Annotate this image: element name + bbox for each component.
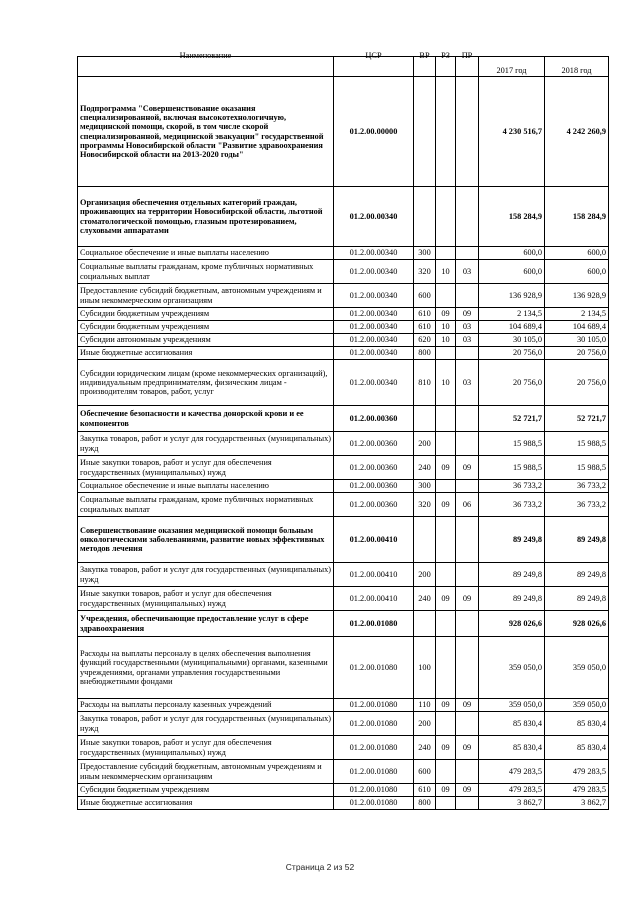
row-pr: 03 bbox=[456, 334, 479, 347]
row-vr: 240 bbox=[414, 456, 436, 480]
table-row bbox=[78, 360, 609, 406]
row-value-2018: 85 830,4 bbox=[545, 736, 609, 760]
row-value-2018: 359 050,0 bbox=[545, 699, 609, 712]
row-csr: 01.2.00.01080 bbox=[334, 797, 414, 810]
row-name: Социальное обеспечение и иные выплаты населению bbox=[78, 480, 334, 493]
header-pr: ПР bbox=[456, 57, 479, 77]
row-value-2017: 36 733,2 bbox=[479, 493, 545, 517]
table-row bbox=[78, 611, 609, 637]
row-value-2017: 89 249,8 bbox=[479, 563, 545, 587]
row-pr: 09 bbox=[456, 587, 479, 611]
row-vr bbox=[414, 77, 436, 187]
row-vr: 610 bbox=[414, 321, 436, 334]
row-csr: 01.2.00.01080 bbox=[334, 699, 414, 712]
row-csr: 01.2.00.00410 bbox=[334, 517, 414, 563]
table-row bbox=[78, 456, 609, 480]
table-row bbox=[78, 699, 609, 712]
row-name: Иные бюджетные ассигнования bbox=[78, 797, 334, 810]
row-name: Субсидии бюджетным учреждениям bbox=[78, 321, 334, 334]
row-csr: 01.2.00.00410 bbox=[334, 587, 414, 611]
row-rz: 09 bbox=[436, 456, 456, 480]
row-value-2018: 20 756,0 bbox=[545, 360, 609, 406]
row-rz bbox=[436, 637, 456, 699]
row-vr: 600 bbox=[414, 760, 436, 784]
table-row bbox=[78, 784, 609, 797]
row-value-2017: 89 249,8 bbox=[479, 587, 545, 611]
row-value-2018: 85 830,4 bbox=[545, 712, 609, 736]
row-name: Социальное обеспечение и иные выплаты населению bbox=[78, 247, 334, 260]
row-name: Субсидии юридическим лицам (кроме некоммерческих организаций), индивидуальным предпринимателям, физическим лицам - производителям товаров, работ, услуг bbox=[78, 360, 334, 406]
table-row bbox=[78, 563, 609, 587]
row-value-2017: 4 230 516,7 bbox=[479, 77, 545, 187]
row-rz bbox=[436, 760, 456, 784]
row-name: Организация обеспечения отдельных категорий граждан, проживающих на территории Новосибирской области, льготной стоматологической помощью, глазным протезированием, слуховыми аппаратами bbox=[78, 187, 334, 247]
row-vr: 610 bbox=[414, 308, 436, 321]
row-name: Предоставление субсидий бюджетным, автономным учреждениям и иным некоммерческим организациям bbox=[78, 284, 334, 308]
table-row bbox=[78, 406, 609, 432]
table-row bbox=[78, 587, 609, 611]
row-value-2018: 359 050,0 bbox=[545, 637, 609, 699]
row-value-2018: 600,0 bbox=[545, 247, 609, 260]
row-pr bbox=[456, 797, 479, 810]
row-pr bbox=[456, 347, 479, 360]
row-pr bbox=[456, 637, 479, 699]
row-name: Расходы на выплаты персоналу казенных учреждений bbox=[78, 699, 334, 712]
row-vr: 200 bbox=[414, 432, 436, 456]
row-value-2017: 52 721,7 bbox=[479, 406, 545, 432]
row-vr: 200 bbox=[414, 563, 436, 587]
row-value-2018: 36 733,2 bbox=[545, 480, 609, 493]
row-pr: 03 bbox=[456, 321, 479, 334]
row-vr: 240 bbox=[414, 736, 436, 760]
row-vr: 240 bbox=[414, 587, 436, 611]
row-vr: 800 bbox=[414, 347, 436, 360]
row-pr: 09 bbox=[456, 784, 479, 797]
row-vr bbox=[414, 406, 436, 432]
row-csr: 01.2.00.01080 bbox=[334, 736, 414, 760]
row-name: Учреждения, обеспечивающие предоставление услуг в сфере здравоохранения bbox=[78, 611, 334, 637]
budget-table bbox=[77, 51, 609, 810]
table-row bbox=[78, 760, 609, 784]
row-csr: 01.2.00.00000 bbox=[334, 77, 414, 187]
header-vr: ВР bbox=[414, 57, 436, 77]
row-pr: 06 bbox=[456, 493, 479, 517]
row-name: Иные закупки товаров, работ и услуг для обеспечения государственных (муниципальных) нужд bbox=[78, 736, 334, 760]
row-rz: 10 bbox=[436, 334, 456, 347]
row-value-2018: 89 249,8 bbox=[545, 563, 609, 587]
row-rz bbox=[436, 480, 456, 493]
table-row bbox=[78, 334, 609, 347]
row-csr: 01.2.00.00340 bbox=[334, 187, 414, 247]
row-csr: 01.2.00.00360 bbox=[334, 432, 414, 456]
table-row bbox=[78, 77, 609, 187]
table-row bbox=[78, 347, 609, 360]
row-csr: 01.2.00.00360 bbox=[334, 456, 414, 480]
row-value-2017: 2 134,5 bbox=[479, 308, 545, 321]
header-year-2017: 2017 год bbox=[479, 57, 545, 77]
row-value-2017: 30 105,0 bbox=[479, 334, 545, 347]
row-value-2017: 600,0 bbox=[479, 247, 545, 260]
row-pr bbox=[456, 432, 479, 456]
row-value-2018: 2 134,5 bbox=[545, 308, 609, 321]
row-pr: 09 bbox=[456, 736, 479, 760]
row-rz bbox=[436, 712, 456, 736]
row-name: Закупка товаров, работ и услуг для государственных (муниципальных) нужд bbox=[78, 432, 334, 456]
header-name: Наименование bbox=[78, 57, 334, 77]
row-csr: 01.2.00.01080 bbox=[334, 784, 414, 797]
row-value-2018: 89 249,8 bbox=[545, 587, 609, 611]
row-value-2017: 85 830,4 bbox=[479, 736, 545, 760]
budget-page bbox=[77, 51, 608, 810]
row-csr: 01.2.00.00340 bbox=[334, 260, 414, 284]
row-value-2017: 15 988,5 bbox=[479, 432, 545, 456]
row-name: Подпрограмма "Совершенствование оказания специализированной, включая высокотехнологичную, медицинской помощи, скорой, в том числе скорой специализированной, медицинской эвакуации" государственной программы Новосибирской области "Развитие здравоохранения Новосибирской области на 2013-2020 годы" bbox=[78, 77, 334, 187]
header-year-2018: 2018 год bbox=[545, 57, 609, 77]
row-rz: 09 bbox=[436, 308, 456, 321]
row-pr bbox=[456, 712, 479, 736]
row-rz bbox=[436, 247, 456, 260]
row-rz: 09 bbox=[436, 736, 456, 760]
table-row bbox=[78, 517, 609, 563]
row-value-2017: 359 050,0 bbox=[479, 637, 545, 699]
row-csr: 01.2.00.00340 bbox=[334, 360, 414, 406]
table-row bbox=[78, 432, 609, 456]
table-row bbox=[78, 736, 609, 760]
row-rz bbox=[436, 284, 456, 308]
table-row bbox=[78, 308, 609, 321]
row-value-2018: 15 988,5 bbox=[545, 432, 609, 456]
row-vr bbox=[414, 611, 436, 637]
row-vr: 320 bbox=[414, 260, 436, 284]
row-name: Социальные выплаты гражданам, кроме публичных нормативных социальных выплат bbox=[78, 493, 334, 517]
row-rz: 10 bbox=[436, 321, 456, 334]
row-rz: 09 bbox=[436, 699, 456, 712]
row-pr bbox=[456, 187, 479, 247]
row-rz: 10 bbox=[436, 360, 456, 406]
row-value-2017: 85 830,4 bbox=[479, 712, 545, 736]
row-name: Иные закупки товаров, работ и услуг для обеспечения государственных (муниципальных) нужд bbox=[78, 456, 334, 480]
row-value-2017: 36 733,2 bbox=[479, 480, 545, 493]
row-value-2017: 20 756,0 bbox=[479, 360, 545, 406]
row-name: Закупка товаров, работ и услуг для государственных (муниципальных) нужд bbox=[78, 712, 334, 736]
row-pr bbox=[456, 611, 479, 637]
row-pr bbox=[456, 517, 479, 563]
row-pr bbox=[456, 480, 479, 493]
row-value-2017: 15 988,5 bbox=[479, 456, 545, 480]
row-name: Обеспечение безопасности и качества донорской крови и ее компонентов bbox=[78, 406, 334, 432]
table-row bbox=[78, 637, 609, 699]
row-value-2017: 359 050,0 bbox=[479, 699, 545, 712]
row-rz bbox=[436, 347, 456, 360]
row-vr: 320 bbox=[414, 493, 436, 517]
row-value-2018: 36 733,2 bbox=[545, 493, 609, 517]
table-row bbox=[78, 493, 609, 517]
table-row bbox=[78, 797, 609, 810]
table-header-row bbox=[78, 57, 609, 77]
row-csr: 01.2.00.00340 bbox=[334, 321, 414, 334]
row-rz bbox=[436, 797, 456, 810]
table-row bbox=[78, 480, 609, 493]
row-value-2017: 600,0 bbox=[479, 260, 545, 284]
row-value-2017: 20 756,0 bbox=[479, 347, 545, 360]
row-rz bbox=[436, 187, 456, 247]
row-value-2017: 89 249,8 bbox=[479, 517, 545, 563]
row-pr: 09 bbox=[456, 456, 479, 480]
row-value-2018: 20 756,0 bbox=[545, 347, 609, 360]
row-value-2018: 928 026,6 bbox=[545, 611, 609, 637]
row-csr: 01.2.00.00360 bbox=[334, 480, 414, 493]
row-pr: 09 bbox=[456, 699, 479, 712]
row-value-2018: 104 689,4 bbox=[545, 321, 609, 334]
row-csr: 01.2.00.00340 bbox=[334, 284, 414, 308]
row-csr: 01.2.00.01080 bbox=[334, 712, 414, 736]
table-row bbox=[78, 260, 609, 284]
row-name: Социальные выплаты гражданам, кроме публичных нормативных социальных выплат bbox=[78, 260, 334, 284]
row-value-2018: 479 283,5 bbox=[545, 760, 609, 784]
table-row bbox=[78, 712, 609, 736]
row-value-2018: 136 928,9 bbox=[545, 284, 609, 308]
header-rz: РЗ bbox=[436, 57, 456, 77]
row-pr: 03 bbox=[456, 360, 479, 406]
header-csr: ЦСР bbox=[334, 57, 414, 77]
row-name: Совершенствование оказания медицинской помощи больным онкологическими заболеваниями, развитие новых эффективных методов лечения bbox=[78, 517, 334, 563]
row-csr: 01.2.00.01080 bbox=[334, 611, 414, 637]
row-value-2018: 4 242 260,9 bbox=[545, 77, 609, 187]
row-vr: 800 bbox=[414, 797, 436, 810]
table-row bbox=[78, 187, 609, 247]
row-rz: 09 bbox=[436, 587, 456, 611]
row-vr: 810 bbox=[414, 360, 436, 406]
row-pr bbox=[456, 284, 479, 308]
row-csr: 01.2.00.00410 bbox=[334, 563, 414, 587]
row-vr: 300 bbox=[414, 480, 436, 493]
row-vr: 100 bbox=[414, 637, 436, 699]
row-pr bbox=[456, 406, 479, 432]
row-rz bbox=[436, 517, 456, 563]
row-pr: 03 bbox=[456, 260, 479, 284]
row-value-2017: 158 284,9 bbox=[479, 187, 545, 247]
row-name: Иные бюджетные ассигнования bbox=[78, 347, 334, 360]
table-row bbox=[78, 321, 609, 334]
row-name: Закупка товаров, работ и услуг для государственных (муниципальных) нужд bbox=[78, 563, 334, 587]
row-vr: 200 bbox=[414, 712, 436, 736]
row-rz bbox=[436, 432, 456, 456]
row-value-2018: 479 283,5 bbox=[545, 784, 609, 797]
row-csr: 01.2.00.00340 bbox=[334, 247, 414, 260]
row-vr: 620 bbox=[414, 334, 436, 347]
row-value-2017: 136 928,9 bbox=[479, 284, 545, 308]
row-value-2018: 52 721,7 bbox=[545, 406, 609, 432]
row-rz: 10 bbox=[436, 260, 456, 284]
row-value-2017: 479 283,5 bbox=[479, 784, 545, 797]
row-pr bbox=[456, 563, 479, 587]
row-name: Субсидии бюджетным учреждениям bbox=[78, 784, 334, 797]
row-vr bbox=[414, 517, 436, 563]
row-vr bbox=[414, 187, 436, 247]
row-value-2017: 3 862,7 bbox=[479, 797, 545, 810]
row-pr bbox=[456, 77, 479, 187]
row-name: Иные закупки товаров, работ и услуг для обеспечения государственных (муниципальных) нужд bbox=[78, 587, 334, 611]
row-rz bbox=[436, 406, 456, 432]
row-value-2017: 928 026,6 bbox=[479, 611, 545, 637]
row-csr: 01.2.00.00340 bbox=[334, 308, 414, 321]
row-rz bbox=[436, 563, 456, 587]
row-rz: 09 bbox=[436, 493, 456, 517]
row-value-2017: 104 689,4 bbox=[479, 321, 545, 334]
row-name: Расходы на выплаты персоналу в целях обеспечения выполнения функций государственными (муниципальными) органами, казенными учреждениями, органами управления государственными внебюджетными фондами bbox=[78, 637, 334, 699]
row-rz: 09 bbox=[436, 784, 456, 797]
row-name: Предоставление субсидий бюджетным, автономным учреждениям и иным некоммерческим организациям bbox=[78, 760, 334, 784]
table-row bbox=[78, 247, 609, 260]
row-rz bbox=[436, 77, 456, 187]
row-pr: 09 bbox=[456, 308, 479, 321]
row-vr: 600 bbox=[414, 284, 436, 308]
row-csr: 01.2.00.00340 bbox=[334, 347, 414, 360]
row-value-2018: 30 105,0 bbox=[545, 334, 609, 347]
row-value-2017: 479 283,5 bbox=[479, 760, 545, 784]
row-csr: 01.2.00.01080 bbox=[334, 760, 414, 784]
row-csr: 01.2.00.01080 bbox=[334, 637, 414, 699]
row-pr bbox=[456, 247, 479, 260]
row-csr: 01.2.00.00360 bbox=[334, 406, 414, 432]
table-row bbox=[78, 284, 609, 308]
row-vr: 610 bbox=[414, 784, 436, 797]
page-number: Страница 2 из 52 bbox=[285, 862, 355, 872]
row-csr: 01.2.00.00360 bbox=[334, 493, 414, 517]
row-name: Субсидии бюджетным учреждениям bbox=[78, 308, 334, 321]
row-rz bbox=[436, 611, 456, 637]
row-vr: 110 bbox=[414, 699, 436, 712]
row-value-2018: 3 862,7 bbox=[545, 797, 609, 810]
row-value-2018: 158 284,9 bbox=[545, 187, 609, 247]
row-value-2018: 600,0 bbox=[545, 260, 609, 284]
row-value-2018: 15 988,5 bbox=[545, 456, 609, 480]
row-csr: 01.2.00.00340 bbox=[334, 334, 414, 347]
row-name: Субсидии автономным учреждениям bbox=[78, 334, 334, 347]
row-pr bbox=[456, 760, 479, 784]
row-value-2018: 89 249,8 bbox=[545, 517, 609, 563]
row-vr: 300 bbox=[414, 247, 436, 260]
